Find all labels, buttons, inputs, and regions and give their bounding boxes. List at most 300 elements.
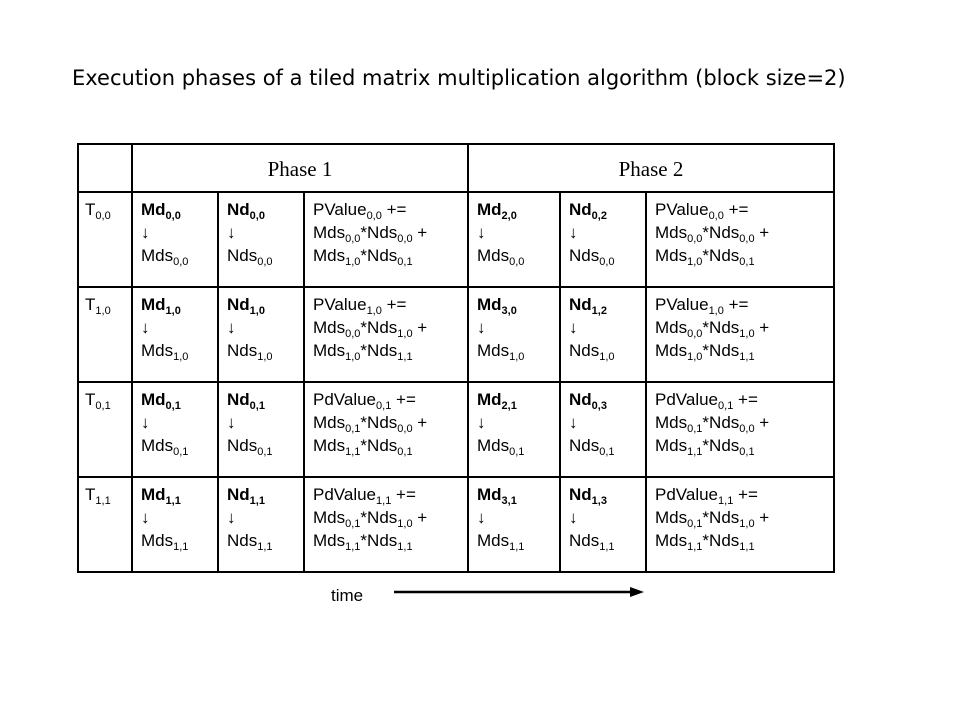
accum-op: += <box>728 200 749 219</box>
multiply-sign: * <box>702 223 710 242</box>
mds-index: 0,1 <box>687 518 703 530</box>
thread-row <box>78 192 834 287</box>
down-arrow-icon: ↓ <box>141 508 150 527</box>
dest-matrix: Mds <box>141 531 174 550</box>
arrow-line <box>227 221 303 244</box>
phase-table <box>77 143 835 573</box>
product-line-2 <box>313 434 467 457</box>
accum-var: PValue <box>313 295 367 314</box>
multiply-sign: * <box>360 341 368 360</box>
p1-md-load <box>132 477 218 572</box>
mds-term: Mds <box>655 246 688 265</box>
nds-term: Nds <box>709 318 740 337</box>
multiply-sign: * <box>702 318 710 337</box>
source-matrix: Md <box>477 390 502 409</box>
mds-index: 1,1 <box>345 446 361 458</box>
source-index: 1,1 <box>249 495 265 507</box>
mds-index: 0,0 <box>687 233 703 245</box>
p1-nd-load-content <box>219 288 303 362</box>
nds-term: Nds <box>709 341 740 360</box>
accum-line <box>655 388 833 411</box>
multiply-sign: * <box>702 413 710 432</box>
source-index: 0,1 <box>249 400 265 412</box>
dest-line <box>227 244 303 267</box>
thread-row <box>78 477 834 572</box>
thread-name: T <box>85 485 96 504</box>
dest-index: 1,1 <box>257 541 273 553</box>
source-matrix: Nd <box>227 485 250 504</box>
plus-sign: + <box>412 223 428 242</box>
arrow-line <box>569 411 645 434</box>
nds-index: 0,1 <box>397 256 413 268</box>
accum-index: 1,0 <box>366 305 382 317</box>
down-arrow-icon: ↓ <box>477 223 486 242</box>
source-line <box>141 293 217 316</box>
down-arrow-icon: ↓ <box>227 223 236 242</box>
source-line <box>141 198 217 221</box>
dest-index: 0,0 <box>599 256 615 268</box>
down-arrow-icon: ↓ <box>569 223 578 242</box>
p1-nd-load-content <box>219 478 303 552</box>
p2-nd-load <box>560 287 646 382</box>
thread-name: T <box>85 200 96 219</box>
accum-var: PValue <box>655 295 709 314</box>
source-index: 0,0 <box>249 210 265 222</box>
mds-index: 0,0 <box>345 233 361 245</box>
p1-nd-load <box>218 477 304 572</box>
nds-term: Nds <box>709 413 740 432</box>
arrow-line <box>227 316 303 339</box>
plus-sign: + <box>754 223 770 242</box>
dest-matrix: Mds <box>141 436 174 455</box>
p2-md-load <box>468 477 560 572</box>
source-index: 3,0 <box>501 305 517 317</box>
accum-var: PValue <box>655 200 709 219</box>
source-matrix: Nd <box>569 200 592 219</box>
accum-op: += <box>396 485 416 504</box>
accum-op: += <box>386 295 407 314</box>
p1-compute-content <box>305 288 467 362</box>
accum-line <box>655 483 833 506</box>
p2-nd-load-content <box>561 193 645 267</box>
mds-term: Mds <box>313 318 346 337</box>
thread-index: 0,0 <box>95 210 111 222</box>
source-index: 3,1 <box>501 495 517 507</box>
down-arrow-icon: ↓ <box>141 223 150 242</box>
multiply-sign: * <box>360 318 368 337</box>
down-arrow-icon: ↓ <box>569 318 578 337</box>
nds-term: Nds <box>367 531 398 550</box>
accum-op: += <box>728 295 749 314</box>
nds-index: 1,1 <box>739 351 755 363</box>
multiply-sign: * <box>360 508 368 527</box>
dest-index: 0,1 <box>599 446 615 458</box>
multiply-sign: * <box>702 508 710 527</box>
accum-op: += <box>738 485 758 504</box>
source-line <box>477 198 559 221</box>
accum-var: PdValue <box>313 390 377 409</box>
dest-line <box>141 244 217 267</box>
product-line-2 <box>655 529 833 552</box>
accum-index: 1,0 <box>708 305 724 317</box>
p1-compute-content <box>305 383 467 457</box>
mds-index: 1,1 <box>687 446 703 458</box>
mds-term: Mds <box>655 413 688 432</box>
dest-matrix: Mds <box>141 341 174 360</box>
arrow-line <box>569 316 645 339</box>
p2-compute-content <box>647 478 833 552</box>
nds-term: Nds <box>367 223 398 242</box>
thread-label <box>79 383 131 411</box>
p2-nd-load-content <box>561 288 645 362</box>
source-line <box>477 293 559 316</box>
product-line-1 <box>655 411 833 434</box>
down-arrow-icon: ↓ <box>141 413 150 432</box>
mds-term: Mds <box>313 436 346 455</box>
accum-line <box>313 198 467 221</box>
p1-nd-load-content <box>219 383 303 457</box>
p1-md-load-content <box>133 288 217 362</box>
source-matrix: Nd <box>227 200 250 219</box>
dest-matrix: Nds <box>227 246 258 265</box>
phase-table-body <box>78 144 834 572</box>
dest-index: 1,0 <box>599 351 615 363</box>
product-line-2 <box>655 434 833 457</box>
product-line-1 <box>313 411 467 434</box>
product-line-1 <box>655 316 833 339</box>
thread-cell <box>78 287 132 382</box>
multiply-sign: * <box>702 436 710 455</box>
dest-index: 1,1 <box>509 541 525 553</box>
p1-md-load <box>132 382 218 477</box>
phase-header-row <box>78 144 834 192</box>
source-line <box>227 293 303 316</box>
arrow-line <box>569 221 645 244</box>
thread-label <box>79 193 131 221</box>
nds-index: 1,1 <box>397 351 413 363</box>
dest-matrix: Nds <box>569 341 600 360</box>
dest-line <box>477 434 559 457</box>
p2-compute-content <box>647 383 833 457</box>
dest-matrix: Mds <box>477 341 510 360</box>
accum-op: += <box>386 200 407 219</box>
multiply-sign: * <box>360 223 368 242</box>
p1-md-load <box>132 192 218 287</box>
p2-compute-content <box>647 193 833 267</box>
product-line-1 <box>313 221 467 244</box>
mds-index: 1,0 <box>687 351 703 363</box>
accum-index: 0,0 <box>708 210 724 222</box>
mds-index: 1,0 <box>345 256 361 268</box>
dest-line <box>141 529 217 552</box>
source-index: 1,2 <box>591 305 607 317</box>
dest-index: 0,0 <box>173 256 189 268</box>
accum-index: 1,1 <box>718 495 734 507</box>
source-matrix: Md <box>477 200 502 219</box>
source-matrix: Md <box>141 295 166 314</box>
dest-line <box>569 244 645 267</box>
mds-index: 0,0 <box>345 328 361 340</box>
dest-line <box>477 529 559 552</box>
p2-nd-load-content <box>561 383 645 457</box>
arrow-line <box>477 411 559 434</box>
p2-md-load <box>468 192 560 287</box>
mds-term: Mds <box>655 436 688 455</box>
source-index: 0,3 <box>591 400 607 412</box>
source-line <box>569 293 645 316</box>
arrow-line <box>477 221 559 244</box>
source-matrix: Nd <box>569 485 592 504</box>
p1-md-load-content <box>133 478 217 552</box>
mds-index: 1,1 <box>687 541 703 553</box>
p1-compute <box>304 382 468 477</box>
arrow-line <box>141 316 217 339</box>
mds-index: 0,1 <box>345 423 361 435</box>
nds-index: 0,0 <box>739 423 755 435</box>
nds-term: Nds <box>709 508 740 527</box>
multiply-sign: * <box>360 246 368 265</box>
multiply-sign: * <box>702 531 710 550</box>
source-line <box>141 483 217 506</box>
dest-line <box>569 339 645 362</box>
nds-index: 1,0 <box>397 328 413 340</box>
dest-index: 1,0 <box>173 351 189 363</box>
source-matrix: Nd <box>227 390 250 409</box>
accum-index: 0,0 <box>366 210 382 222</box>
down-arrow-icon: ↓ <box>477 508 486 527</box>
nds-term: Nds <box>367 508 398 527</box>
down-arrow-icon: ↓ <box>569 508 578 527</box>
dest-line <box>141 434 217 457</box>
arrow-line <box>227 506 303 529</box>
p2-compute-content <box>647 288 833 362</box>
mds-term: Mds <box>655 531 688 550</box>
dest-matrix: Nds <box>569 531 600 550</box>
dest-index: 0,1 <box>509 446 525 458</box>
product-line-1 <box>313 316 467 339</box>
nds-term: Nds <box>367 341 398 360</box>
thread-name: T <box>85 295 96 314</box>
dest-matrix: Nds <box>227 531 258 550</box>
dest-matrix: Nds <box>227 436 258 455</box>
product-line-1 <box>655 506 833 529</box>
mds-term: Mds <box>655 341 688 360</box>
mds-term: Mds <box>313 246 346 265</box>
arrow-line <box>477 506 559 529</box>
phase-table-wrapper <box>77 143 835 573</box>
nds-index: 0,0 <box>739 233 755 245</box>
plus-sign: + <box>412 508 428 527</box>
mds-index: 0,1 <box>345 518 361 530</box>
p2-md-load-content <box>469 478 559 552</box>
p2-nd-load <box>560 477 646 572</box>
p1-compute <box>304 192 468 287</box>
arrow-line <box>569 506 645 529</box>
dest-index: 1,0 <box>257 351 273 363</box>
down-arrow-icon: ↓ <box>227 413 236 432</box>
down-arrow-icon: ↓ <box>477 318 486 337</box>
dest-line <box>477 339 559 362</box>
accum-op: += <box>738 390 758 409</box>
nds-index: 1,0 <box>739 518 755 530</box>
multiply-sign: * <box>360 436 368 455</box>
source-index: 0,1 <box>165 400 181 412</box>
nds-term: Nds <box>367 436 398 455</box>
p2-compute <box>646 382 834 477</box>
nds-term: Nds <box>709 246 740 265</box>
p1-nd-load <box>218 382 304 477</box>
p2-compute <box>646 192 834 287</box>
nds-index: 0,1 <box>739 446 755 458</box>
p2-compute <box>646 477 834 572</box>
dest-matrix: Mds <box>477 531 510 550</box>
dest-line <box>477 244 559 267</box>
source-line <box>227 483 303 506</box>
multiply-sign: * <box>360 413 368 432</box>
nds-term: Nds <box>709 436 740 455</box>
source-matrix: Md <box>477 295 502 314</box>
thread-row <box>78 382 834 477</box>
dest-matrix: Nds <box>227 341 258 360</box>
source-index: 2,1 <box>501 400 517 412</box>
source-line <box>569 388 645 411</box>
dest-matrix: Mds <box>477 246 510 265</box>
mds-term: Mds <box>655 223 688 242</box>
source-matrix: Md <box>141 200 166 219</box>
phase-2-header: Phase 2 <box>468 144 834 192</box>
product-line-2 <box>313 244 467 267</box>
mds-term: Mds <box>313 223 346 242</box>
dest-matrix: Nds <box>569 246 600 265</box>
dest-line <box>227 434 303 457</box>
p1-md-load <box>132 287 218 382</box>
dest-index: 1,0 <box>509 351 525 363</box>
thread-index: 1,0 <box>95 305 111 317</box>
down-arrow-icon: ↓ <box>477 413 486 432</box>
plus-sign: + <box>412 413 428 432</box>
plus-sign: + <box>754 318 770 337</box>
dest-index: 0,1 <box>173 446 189 458</box>
thread-label <box>79 288 131 316</box>
arrow-line <box>227 411 303 434</box>
slide-title: Execution phases of a tiled matrix multiplication algorithm (block size=2) <box>72 66 846 90</box>
nds-index: 1,1 <box>397 541 413 553</box>
thread-name: T <box>85 390 96 409</box>
p1-compute <box>304 477 468 572</box>
accum-line <box>313 388 467 411</box>
p2-md-load-content <box>469 288 559 362</box>
p1-compute <box>304 287 468 382</box>
dest-line <box>569 434 645 457</box>
source-matrix: Nd <box>569 390 592 409</box>
dest-index: 0,0 <box>257 256 273 268</box>
source-line <box>477 388 559 411</box>
thread-cell <box>78 382 132 477</box>
mds-term: Mds <box>655 318 688 337</box>
multiply-sign: * <box>702 246 710 265</box>
dest-line <box>141 339 217 362</box>
dest-matrix: Nds <box>569 436 600 455</box>
nds-index: 1,0 <box>739 328 755 340</box>
product-line-2 <box>655 339 833 362</box>
nds-index: 0,1 <box>739 256 755 268</box>
accum-index: 1,1 <box>376 495 392 507</box>
p2-compute <box>646 287 834 382</box>
mds-term: Mds <box>313 413 346 432</box>
down-arrow-icon: ↓ <box>141 318 150 337</box>
thread-row <box>78 287 834 382</box>
source-index: 1,0 <box>249 305 265 317</box>
mds-term: Mds <box>313 341 346 360</box>
source-line <box>477 483 559 506</box>
nds-term: Nds <box>367 318 398 337</box>
product-line-2 <box>313 529 467 552</box>
time-arrow-icon <box>394 584 646 600</box>
multiply-sign: * <box>360 531 368 550</box>
dest-index: 1,1 <box>173 541 189 553</box>
p2-md-load <box>468 287 560 382</box>
nds-index: 1,0 <box>397 518 413 530</box>
accum-var: PdValue <box>655 390 719 409</box>
source-index: 1,3 <box>591 495 607 507</box>
plus-sign: + <box>412 318 428 337</box>
plus-sign: + <box>754 413 770 432</box>
source-line <box>227 388 303 411</box>
source-matrix: Nd <box>569 295 592 314</box>
mds-term: Mds <box>655 508 688 527</box>
dest-index: 1,1 <box>599 541 615 553</box>
p1-md-load-content <box>133 383 217 457</box>
multiply-sign: * <box>702 341 710 360</box>
p1-nd-load <box>218 287 304 382</box>
nds-term: Nds <box>367 413 398 432</box>
p2-nd-load <box>560 192 646 287</box>
source-matrix: Md <box>141 390 166 409</box>
p1-nd-load <box>218 192 304 287</box>
accum-op: += <box>396 390 416 409</box>
product-line-1 <box>313 506 467 529</box>
accum-line <box>655 293 833 316</box>
p2-nd-load <box>560 382 646 477</box>
nds-index: 0,0 <box>397 423 413 435</box>
nds-term: Nds <box>709 223 740 242</box>
p1-compute-content <box>305 193 467 267</box>
dest-matrix: Mds <box>477 436 510 455</box>
accum-index: 0,1 <box>376 400 392 412</box>
down-arrow-icon: ↓ <box>227 318 236 337</box>
mds-term: Mds <box>313 508 346 527</box>
p2-md-load <box>468 382 560 477</box>
mds-index: 1,1 <box>345 541 361 553</box>
source-index: 1,1 <box>165 495 181 507</box>
source-index: 0,2 <box>591 210 607 222</box>
header-corner <box>78 144 132 192</box>
thread-label <box>79 478 131 506</box>
arrow-line <box>477 316 559 339</box>
p1-compute-content <box>305 478 467 552</box>
product-line-1 <box>655 221 833 244</box>
source-index: 0,0 <box>165 210 181 222</box>
p2-md-load-content <box>469 193 559 267</box>
accum-var: PdValue <box>655 485 719 504</box>
down-arrow-icon: ↓ <box>227 508 236 527</box>
nds-index: 0,0 <box>397 233 413 245</box>
dest-line <box>227 339 303 362</box>
dest-matrix: Mds <box>141 246 174 265</box>
source-line <box>141 388 217 411</box>
dest-index: 0,1 <box>257 446 273 458</box>
p2-nd-load-content <box>561 478 645 552</box>
